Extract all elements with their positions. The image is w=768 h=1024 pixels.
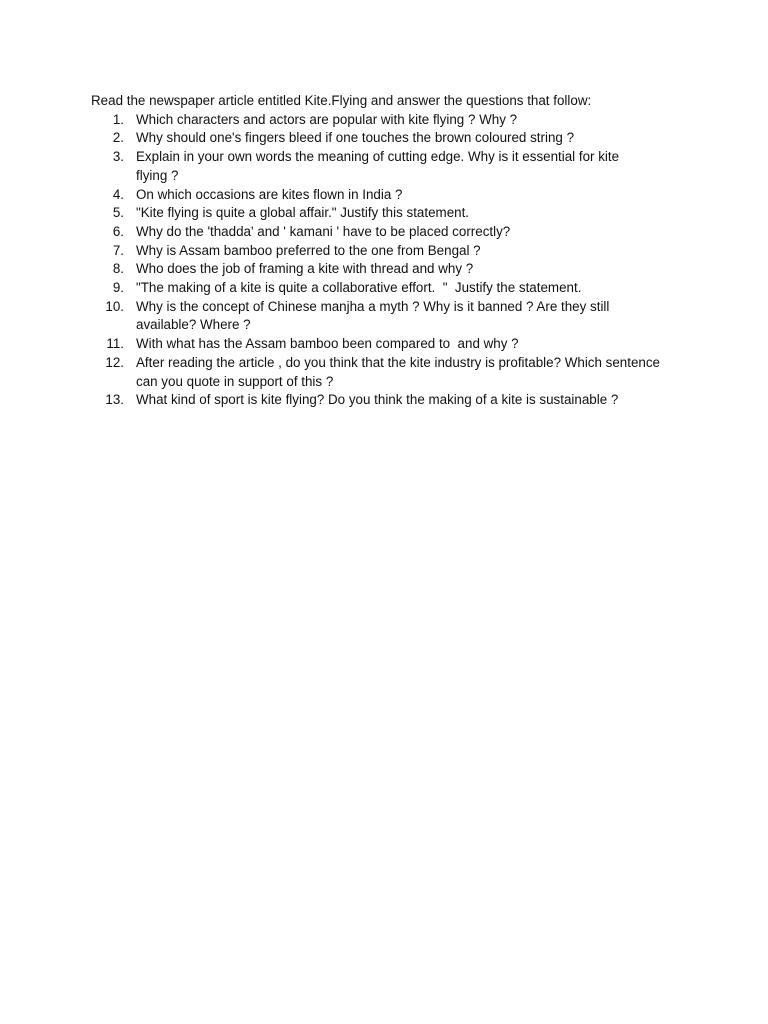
question-text: Why should one's fingers bleed if one touches the brown coloured string ? — [136, 130, 575, 146]
question-number: 7. — [112, 242, 124, 258]
question-text: Who does the job of framing a kite with thread and why ? — [136, 261, 474, 277]
question-text: Why do the 'thadda' and ' kamani ' have to be placed correctly? — [136, 223, 511, 239]
question-item — [91, 260, 691, 279]
question-text: Why is the concept of Chinese manjha a myth ? Why is it banned ? Are they still available? Where ? — [136, 298, 610, 333]
question-text: "Kite flying is quite a global affair." Justify this statement. — [136, 205, 470, 221]
question-item — [91, 204, 691, 223]
question-text: Which characters and actors are popular with kite flying ? Why ? — [136, 111, 518, 127]
question-number: 4. — [112, 186, 124, 202]
question-item — [91, 242, 691, 261]
question-number: 6. — [112, 223, 124, 239]
instructions-text: Read the newspaper article entitled Kite.Flying and answer the questions that follow: — [91, 93, 592, 108]
question-number: 2. — [112, 130, 124, 146]
question-text: On which occasions are kites flown in India ? — [136, 186, 403, 202]
question-item — [91, 129, 691, 148]
question-number: 11. — [106, 336, 124, 352]
question-item — [91, 186, 691, 205]
question-number: 5. — [112, 205, 124, 221]
question-number: 12. — [105, 354, 124, 370]
document-body — [91, 92, 691, 410]
question-item — [91, 279, 691, 298]
question-number: 8. — [112, 261, 124, 277]
question-number: 13. — [105, 392, 124, 408]
question-item — [91, 298, 691, 335]
question-item — [91, 391, 691, 410]
question-number: 9. — [112, 280, 124, 296]
question-number: 10. — [105, 298, 124, 314]
question-item — [91, 335, 691, 354]
question-list — [91, 111, 691, 410]
question-text: What kind of sport is kite flying? Do you think the making of a kite is sustainable ? — [136, 392, 619, 408]
question-text: Why is Assam bamboo preferred to the one from Bengal ? — [136, 242, 481, 258]
question-item — [91, 111, 691, 130]
question-item — [91, 354, 691, 391]
question-item — [91, 148, 691, 185]
question-item — [91, 223, 691, 242]
question-number: 3. — [112, 149, 124, 165]
question-text: "The making of a kite is quite a collaborative effort. " Justify the statement. — [136, 280, 582, 296]
question-text: With what has the Assam bamboo been compared to and why ? — [136, 336, 519, 352]
question-number: 1. — [112, 111, 124, 127]
question-text: After reading the article , do you think that the kite industry is profitable? Which sentence can you quote in support of this ? — [136, 354, 661, 389]
question-text: Explain in your own words the meaning of cutting edge. Why is it essential for kite flying ? — [136, 149, 620, 183]
